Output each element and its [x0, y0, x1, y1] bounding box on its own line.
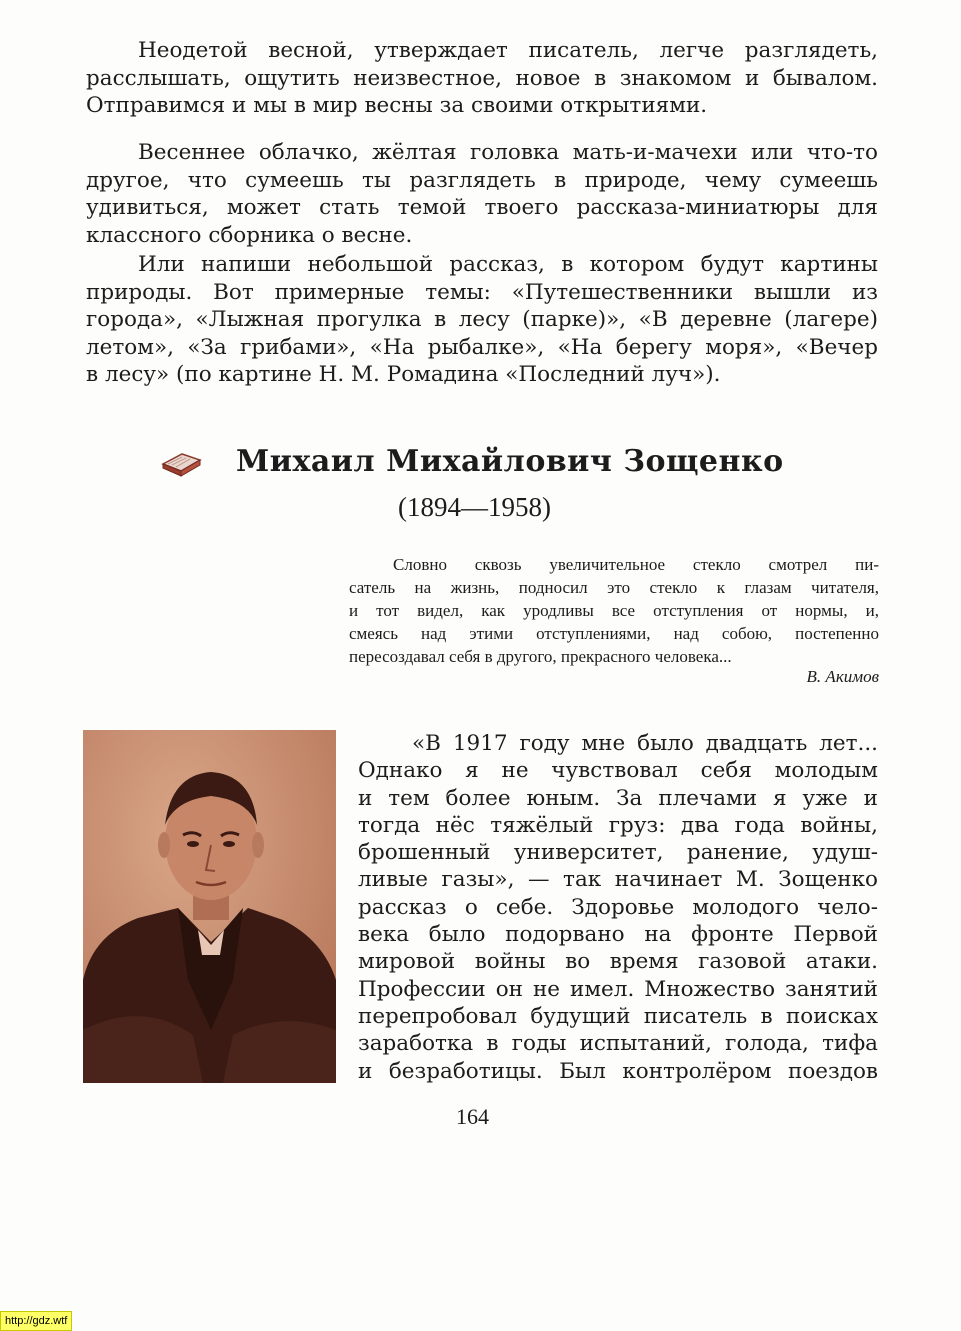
epigraph-line: пересоздавал себя в другого, прекрасного человека...	[349, 647, 732, 666]
text-line: и безработицы. Был контролёром поездов	[358, 1058, 878, 1084]
author-portrait	[83, 730, 336, 1083]
book-icon	[160, 450, 202, 478]
text-line: удивиться, может стать темой твоего рассказа-миниатюры для	[86, 195, 878, 220]
text-line: тогда нёс тяжёлый груз: два года войны,	[358, 812, 878, 838]
paragraph-2	[86, 139, 878, 249]
text-line: перепробовал будущий писатель в поисках	[358, 1003, 878, 1029]
text-line: рассказ о себе. Здоровье молодого чело-	[358, 894, 878, 920]
text-line: «В 1917 году мне было двадцать лет...	[412, 731, 878, 756]
epigraph	[349, 553, 879, 668]
text-line: брошенный университет, ранение, удуш-	[358, 840, 878, 866]
paragraph-1	[86, 37, 878, 120]
epigraph-line: сатель на жизнь, подносил это стекло к глазам читателя,	[349, 578, 879, 597]
text-line: природы. Вот примерные темы: «Путешественники вышли из	[86, 279, 878, 305]
text-line: в лесу» (по картине Н. М. Ромадина «Последний луч»).	[86, 362, 721, 387]
author-heading	[160, 444, 880, 486]
text-line: расслышать, ощутить неизвестное, новое в знакомом и бывалом.	[86, 65, 878, 91]
text-line: классного сборника о весне.	[86, 222, 413, 248]
watermark-link[interactable]: http://gdz.wtf	[0, 1311, 72, 1331]
text-line: города», «Лыжная прогулка в лесу (парке)», «В деревне (лагере)	[86, 307, 878, 332]
text-line: Профессии он не имел. Множество занятий	[358, 976, 878, 1002]
epigraph-line: Словно сквозь увеличительное стекло смотрел пи-	[393, 555, 879, 574]
paragraph-3	[86, 251, 878, 389]
author-name: Михаил Михайлович Зощенко	[236, 444, 784, 479]
text-line: и тем более юным. За плечами я уже и	[358, 785, 878, 811]
epigraph-line: смеясь над этими отступлениями, над собою, постепенно	[349, 624, 879, 643]
biography-text	[358, 730, 878, 1085]
text-line: Однако я не чувствовал себя молодым	[358, 758, 878, 784]
text-line: Неодетой весной, утверждает писатель, легче разглядеть,	[138, 38, 878, 63]
epigraph-author: В. Акимов	[806, 667, 879, 686]
text-line: ливые газы», — так начинает М. Зощенко	[358, 867, 878, 893]
page-number: 164	[456, 1104, 489, 1129]
text-line: Отправимся и мы в мир весны за своими открытиями.	[86, 93, 708, 118]
text-line: Или напиши небольшой рассказ, в котором будут картины	[138, 252, 878, 277]
text-line: летом», «За грибами», «На рыбалке», «На берегу моря», «Вечер	[86, 334, 878, 360]
text-line: Весеннее облачко, жёлтая головка мать-и-мачехи или что-то	[138, 140, 878, 165]
text-line: века было подорвано на фронте Первой	[358, 922, 878, 948]
text-line: заработка в годы испытаний, голода, тифа	[358, 1031, 878, 1057]
author-dates: (1894—1958)	[398, 492, 551, 522]
text-line: другое, что сумеешь ты разглядеть в природе, чему сумеешь	[86, 167, 878, 193]
text-line: мировой войны во время газовой атаки.	[358, 949, 878, 975]
epigraph-line: и тот видел, как уродливы все отступления от нормы, и,	[349, 601, 879, 620]
